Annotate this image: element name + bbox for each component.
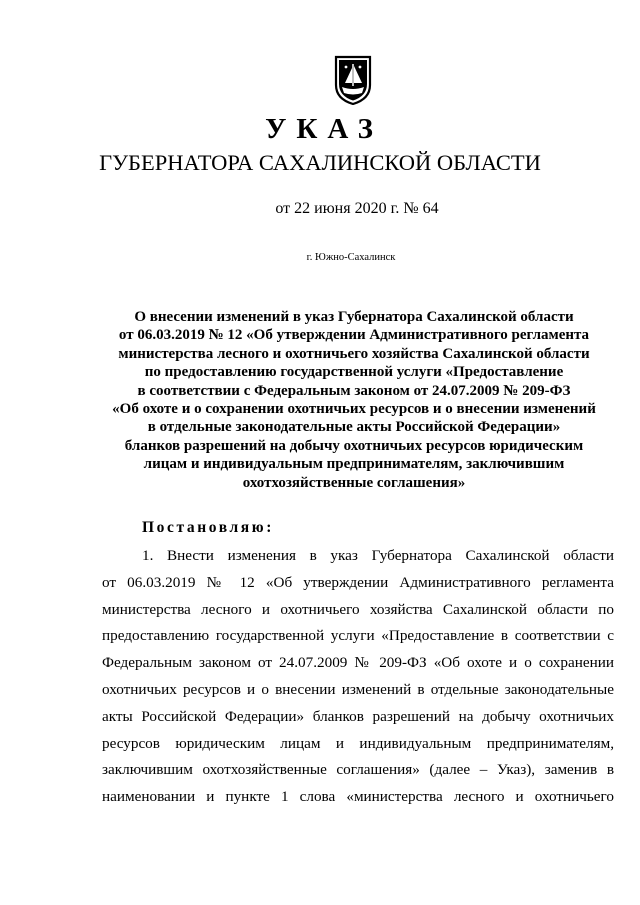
heading-line: «Об охоте и о сохранении охотничьих ресурсов и о внесении изменений [112,401,596,418]
coat-of-arms-icon [332,55,374,105]
heading-line: в отдельные законодательные акты Российской Федерации» [147,419,561,436]
paragraph-line: предоставлению государственной услуги «Предоставление в соответствии с [102,627,614,645]
paragraph-line: охотничьих ресурсов и о внесении изменений в отдельные законодательные [102,680,614,698]
paragraph-line: от 06.03.2019 № 12 «Об утверждении Административного регламента [102,573,614,591]
heading-line: по предоставлению государственной услуги «Предоставление [144,364,564,381]
paragraph-line: акты Российской Федерации» бланков разрешений на добычу охотничьих [102,707,614,725]
decree-word: Постановляю: [142,519,274,536]
paragraph-line: 1. Внести изменения в указ Губернатора Сахалинской области [142,547,614,564]
heading-line: охотхозяйственные соглашения» [242,474,466,491]
paragraph-line: заключившим охотхозяйственные соглашения» (далее – Указ), заменив в [102,761,614,779]
paragraph-1 [102,543,614,811]
document-title: УКАЗ [265,113,383,145]
paragraph-line: министерства лесного и охотничьего хозяйства Сахалинской области по [102,600,614,618]
document-subtitle: ГУБЕРНАТОРА САХАЛИНСКОЙ ОБЛАСТИ [99,150,541,175]
paragraph-line: Федеральным законом от 24.07.2009 № 209-ФЗ «Об охоте и о сохранении [102,654,614,672]
document-date: от 22 июня 2020 г. № 64 [275,200,439,217]
heading-line: министерства лесного и охотничьего хозяйства Сахалинской области [118,345,590,362]
paragraph-line: ресурсов юридическим лицам и индивидуальным предпринимателям, [102,734,614,752]
heading-line: лицам и индивидуальным предпринимателям, заключившим [143,456,565,473]
heading-line: О внесении изменений в указ Губернатора Сахалинской области [134,309,574,325]
decree-heading [94,308,614,492]
heading-line: от 06.03.2019 № 12 «Об утверждении Административного регламента [118,327,590,344]
document-city: г. Южно-Сахалинск [306,252,396,263]
heading-line: бланков разрешений на добычу охотничьих ресурсов юридическим [124,437,584,454]
heading-line: в соответствии с Федеральным законом от 24.07.2009 № 209-ФЗ [137,382,571,399]
paragraph-line: наименовании и пункте 1 слова «министерства лесного и охотничьего [102,788,614,806]
